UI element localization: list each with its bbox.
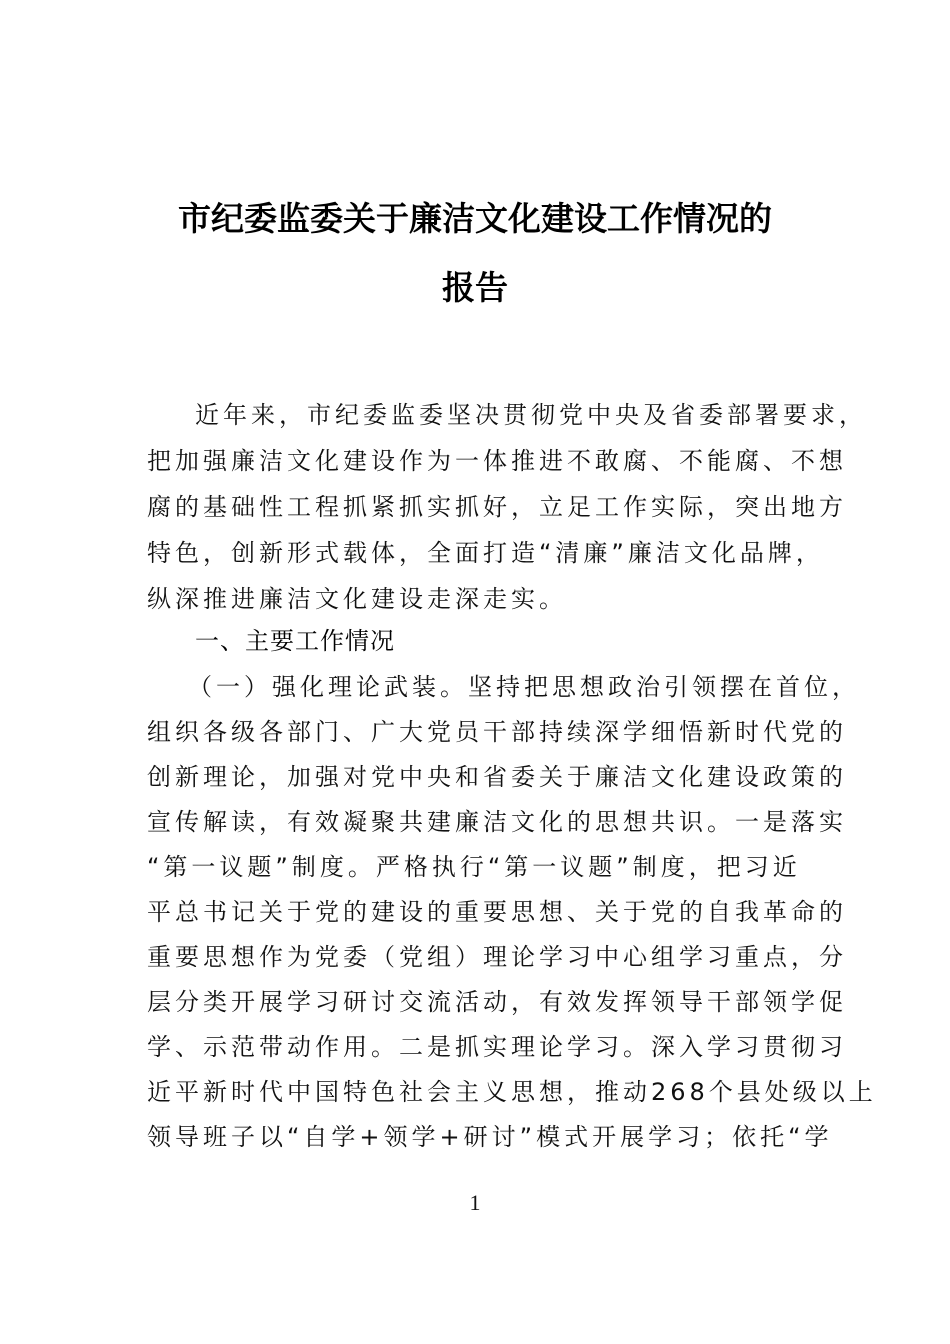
paragraph-line: 近平新时代中国特色社会主义思想，推动268个县处级以上: [147, 1078, 877, 1106]
paragraph-line: 层分类开展学习研讨交流活动，有效发挥领导干部领学促: [147, 988, 847, 1016]
paragraph-line: 组织各级各部门、广大党员干部持续深学细悟新时代党的: [147, 718, 847, 746]
paragraph-line: 学、示范带动作用。二是抓实理论学习。深入学习贯彻习: [147, 1033, 847, 1061]
paragraph-line: 腐的基础性工程抓紧抓实抓好，立足工作实际，突出地方: [147, 493, 847, 521]
paragraph-line: 创新理论，加强对党中央和省委关于廉洁文化建设政策的: [147, 763, 847, 791]
paragraph-line: 重要思想作为党委（党组）理论学习中心组学习重点，分: [147, 943, 847, 971]
paragraph-line: “第一议题”制度。严格执行“第一议题”制度，把习近: [147, 853, 801, 881]
paragraph-line: 领导班子以“自学+领学+研讨”模式开展学习；依托“学: [147, 1123, 833, 1151]
paragraph-first-line-rest: 坚持把思想政治引领摆在首位，: [468, 673, 860, 701]
paragraph-line: 平总书记关于党的建设的重要思想、关于党的自我革命的: [147, 898, 847, 926]
paragraph-line: 把加强廉洁文化建设作为一体推进不敢腐、不能腐、不想: [147, 447, 847, 475]
document-title-line-2: 报告: [442, 268, 508, 307]
section-heading: 一、主要工作情况: [195, 627, 395, 655]
paragraph-first-line: [188, 672, 868, 702]
subsection-lead: （一）强化理论武装。: [188, 673, 468, 701]
paragraph-line: 特色，创新形式载体，全面打造“清廉”廉洁文化品牌，: [147, 539, 824, 567]
paragraph-line: 宣传解读，有效凝聚共建廉洁文化的思想共识。一是落实: [147, 808, 847, 836]
paragraph-line: 纵深推进廉洁文化建设走深走实。: [147, 585, 567, 613]
document-title-line-1: 市纪委监委关于廉洁文化建设工作情况的: [178, 199, 772, 238]
paragraph-line: 近年来，市纪委监委坚决贯彻党中央及省委部署要求，: [195, 401, 867, 429]
page-number: 1: [469, 1190, 481, 1215]
